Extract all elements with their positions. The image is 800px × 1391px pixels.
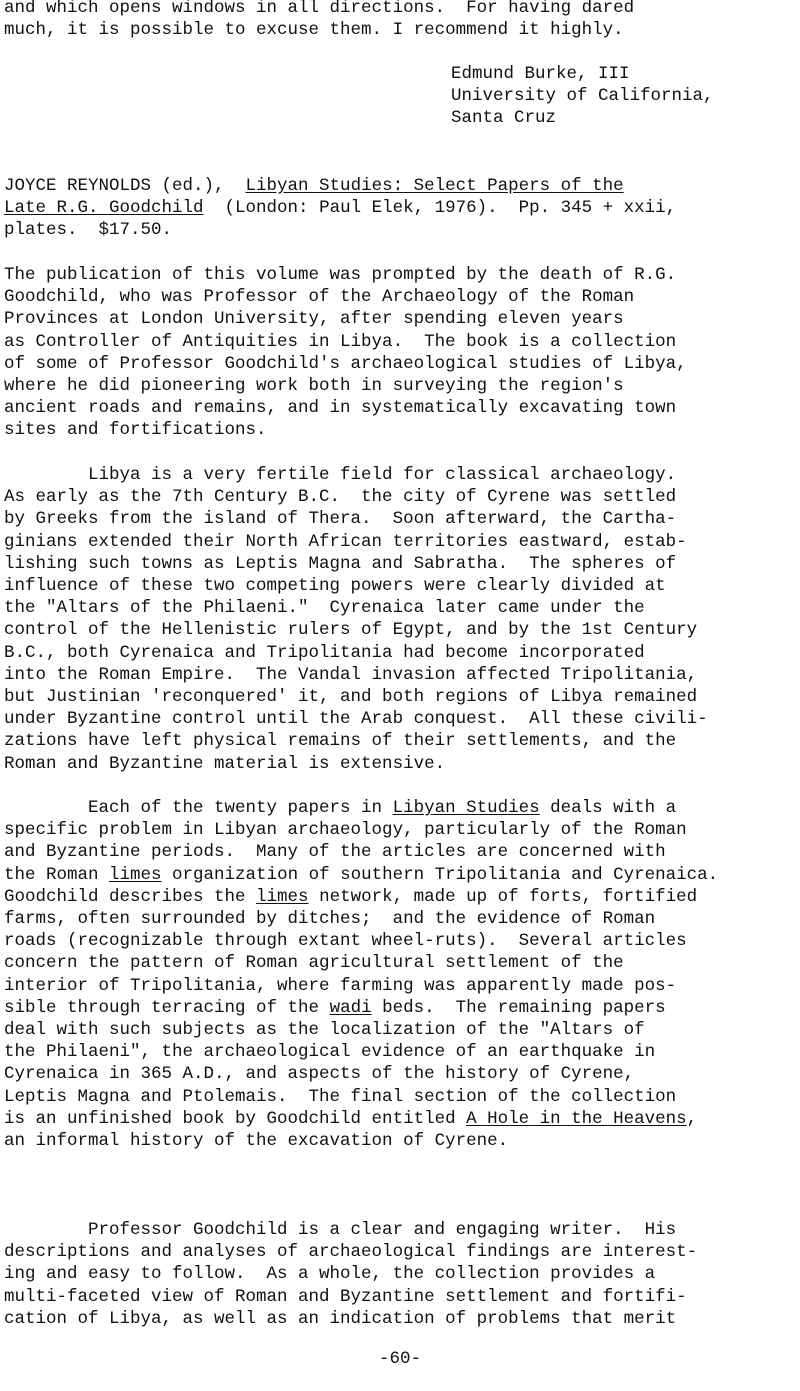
paragraph-2 <box>4 464 708 775</box>
text-line: zations have left physical remains of their settlements, and the <box>4 731 677 752</box>
book-title-reference: A Hole in the Heavens <box>466 1108 687 1129</box>
text-line: specific problem in Libyan archaeology, particularly of the Roman <box>4 820 687 841</box>
text-line: as Controller of Antiquities in Libya. The book is a collection <box>4 331 677 352</box>
reviewer-name: Edmund Burke, III <box>451 64 630 84</box>
citation-editor: JOYCE REYNOLDS (ed.), <box>4 176 246 196</box>
text-line: multi-faceted view of Roman and Byzantine settlement and fortifi- <box>4 1286 687 1307</box>
citation-line <box>4 197 676 219</box>
text-line: the Philaeni", the archaeological evidence of an earthquake in <box>4 1042 656 1063</box>
text-line: sites and fortifications. <box>4 420 267 441</box>
term-limes: limes <box>109 864 162 885</box>
text-line: Professor Goodchild is a clear and engaging writer. His <box>4 1220 677 1240</box>
text-line: lishing such towns as Leptis Magna and Sabratha. The spheres of <box>4 553 677 574</box>
citation-title-continued: Late R.G. Goodchild <box>4 198 204 219</box>
text-line: influence of these two competing powers were clearly divided at <box>4 576 666 597</box>
text-line: but Justinian 'reconquered' it, and both regions of Libya remained <box>4 687 698 708</box>
text-line: Leptis Magna and Ptolemais. The final section of the collection <box>4 1086 677 1107</box>
text-line: the Roman limes organization of southern Tripolitania and Cyrenaica. <box>4 864 719 885</box>
citation-line <box>4 175 676 197</box>
citation-details: plates. $17.50. <box>4 220 173 241</box>
text-line: ing and easy to follow. As a whole, the collection provides a <box>4 1264 656 1285</box>
text-line: Cyrenaica in 365 A.D., and aspects of the history of Cyrene, <box>4 1064 635 1085</box>
book-title-reference: Libyan Studies <box>392 798 540 818</box>
text-line: under Byzantine control until the Arab conquest. All these civili- <box>4 709 708 730</box>
citation-publisher: (London: Paul Elek, 1976). Pp. 345 + xxii, <box>203 198 677 219</box>
text-line: Libya is a very fertile field for classical archaeology. <box>4 465 677 485</box>
text-line: B.C., both Cyrenaica and Tripolitania had become incorporated <box>4 642 645 663</box>
text-line: ginians extended their North African territories eastward, estab- <box>4 531 687 552</box>
text-line: deal with such subjects as the localization of the "Altars of <box>4 1020 645 1041</box>
text-line: Goodchild describes the limes network, made up of forts, fortified <box>4 886 698 907</box>
text-line: Roman and Byzantine material is extensive. <box>4 753 446 774</box>
reviewer-signature <box>451 63 714 130</box>
paragraph-3 <box>4 797 718 1152</box>
text-line: is an unfinished book by Goodchild entitled A Hole in the Heavens, <box>4 1108 698 1129</box>
text-line: Each of the twenty papers in Libyan Studies deals with a <box>4 798 677 818</box>
book-citation <box>4 175 676 242</box>
text-line: an informal history of the excavation of Cyrene. <box>4 1131 509 1152</box>
text-line: and Byzantine periods. Many of the articles are concerned with <box>4 842 666 863</box>
page-number: -60- <box>378 1349 421 1369</box>
paragraph-4 <box>4 1219 697 1330</box>
citation-title: Libyan Studies: Select Papers of the <box>245 176 624 196</box>
text-line: much, it is possible to excuse them. I recommend it highly. <box>4 20 624 41</box>
text-line: roads (recognizable through extant wheel-ruts). Several articles <box>4 931 687 952</box>
text-line: control of the Hellenistic rulers of Egypt, and by the 1st Century <box>4 620 698 641</box>
review-closing-text <box>4 0 634 41</box>
text-line: cation of Libya, as well as an indication of problems that merit <box>4 1308 677 1329</box>
text-line: sible through terracing of the wadi beds. The remaining papers <box>4 997 666 1018</box>
text-line: Goodchild, who was Professor of the Archaeology of the Roman <box>4 287 635 308</box>
text-line: ancient roads and remains, and in systematically excavating town <box>4 398 677 419</box>
reviewer-location: Santa Cruz <box>451 108 557 129</box>
text-line: farms, often surrounded by ditches; and the evidence of Roman <box>4 909 656 930</box>
text-line: where he did pioneering work both in surveying the region's <box>4 376 624 397</box>
text-line: of some of Professor Goodchild's archaeological studies of Libya, <box>4 353 687 374</box>
text-line: into the Roman Empire. The Vandal invasion affected Tripolitania, <box>4 664 698 685</box>
text-line: As early as the 7th Century B.C. the city of Cyrene was settled <box>4 487 677 508</box>
text-line: descriptions and analyses of archaeological findings are interest- <box>4 1242 698 1263</box>
term-wadi: wadi <box>329 997 372 1018</box>
text-line: Provinces at London University, after spending eleven years <box>4 309 624 330</box>
term-limes: limes <box>256 886 309 907</box>
text-line: and which opens windows in all directions. For having dared <box>4 0 635 18</box>
text-line: the "Altars of the Philaeni." Cyrenaica later came under the <box>4 598 645 619</box>
text-line: by Greeks from the island of Thera. Soon afterward, the Cartha- <box>4 509 677 530</box>
text-line: interior of Tripolitania, where farming was apparently made pos- <box>4 975 677 996</box>
text-line: The publication of this volume was prompted by the death of R.G. <box>4 265 677 285</box>
paragraph-1 <box>4 264 687 442</box>
reviewer-affiliation: University of California, <box>451 86 714 107</box>
text-line: concern the pattern of Roman agricultural settlement of the <box>4 953 624 974</box>
